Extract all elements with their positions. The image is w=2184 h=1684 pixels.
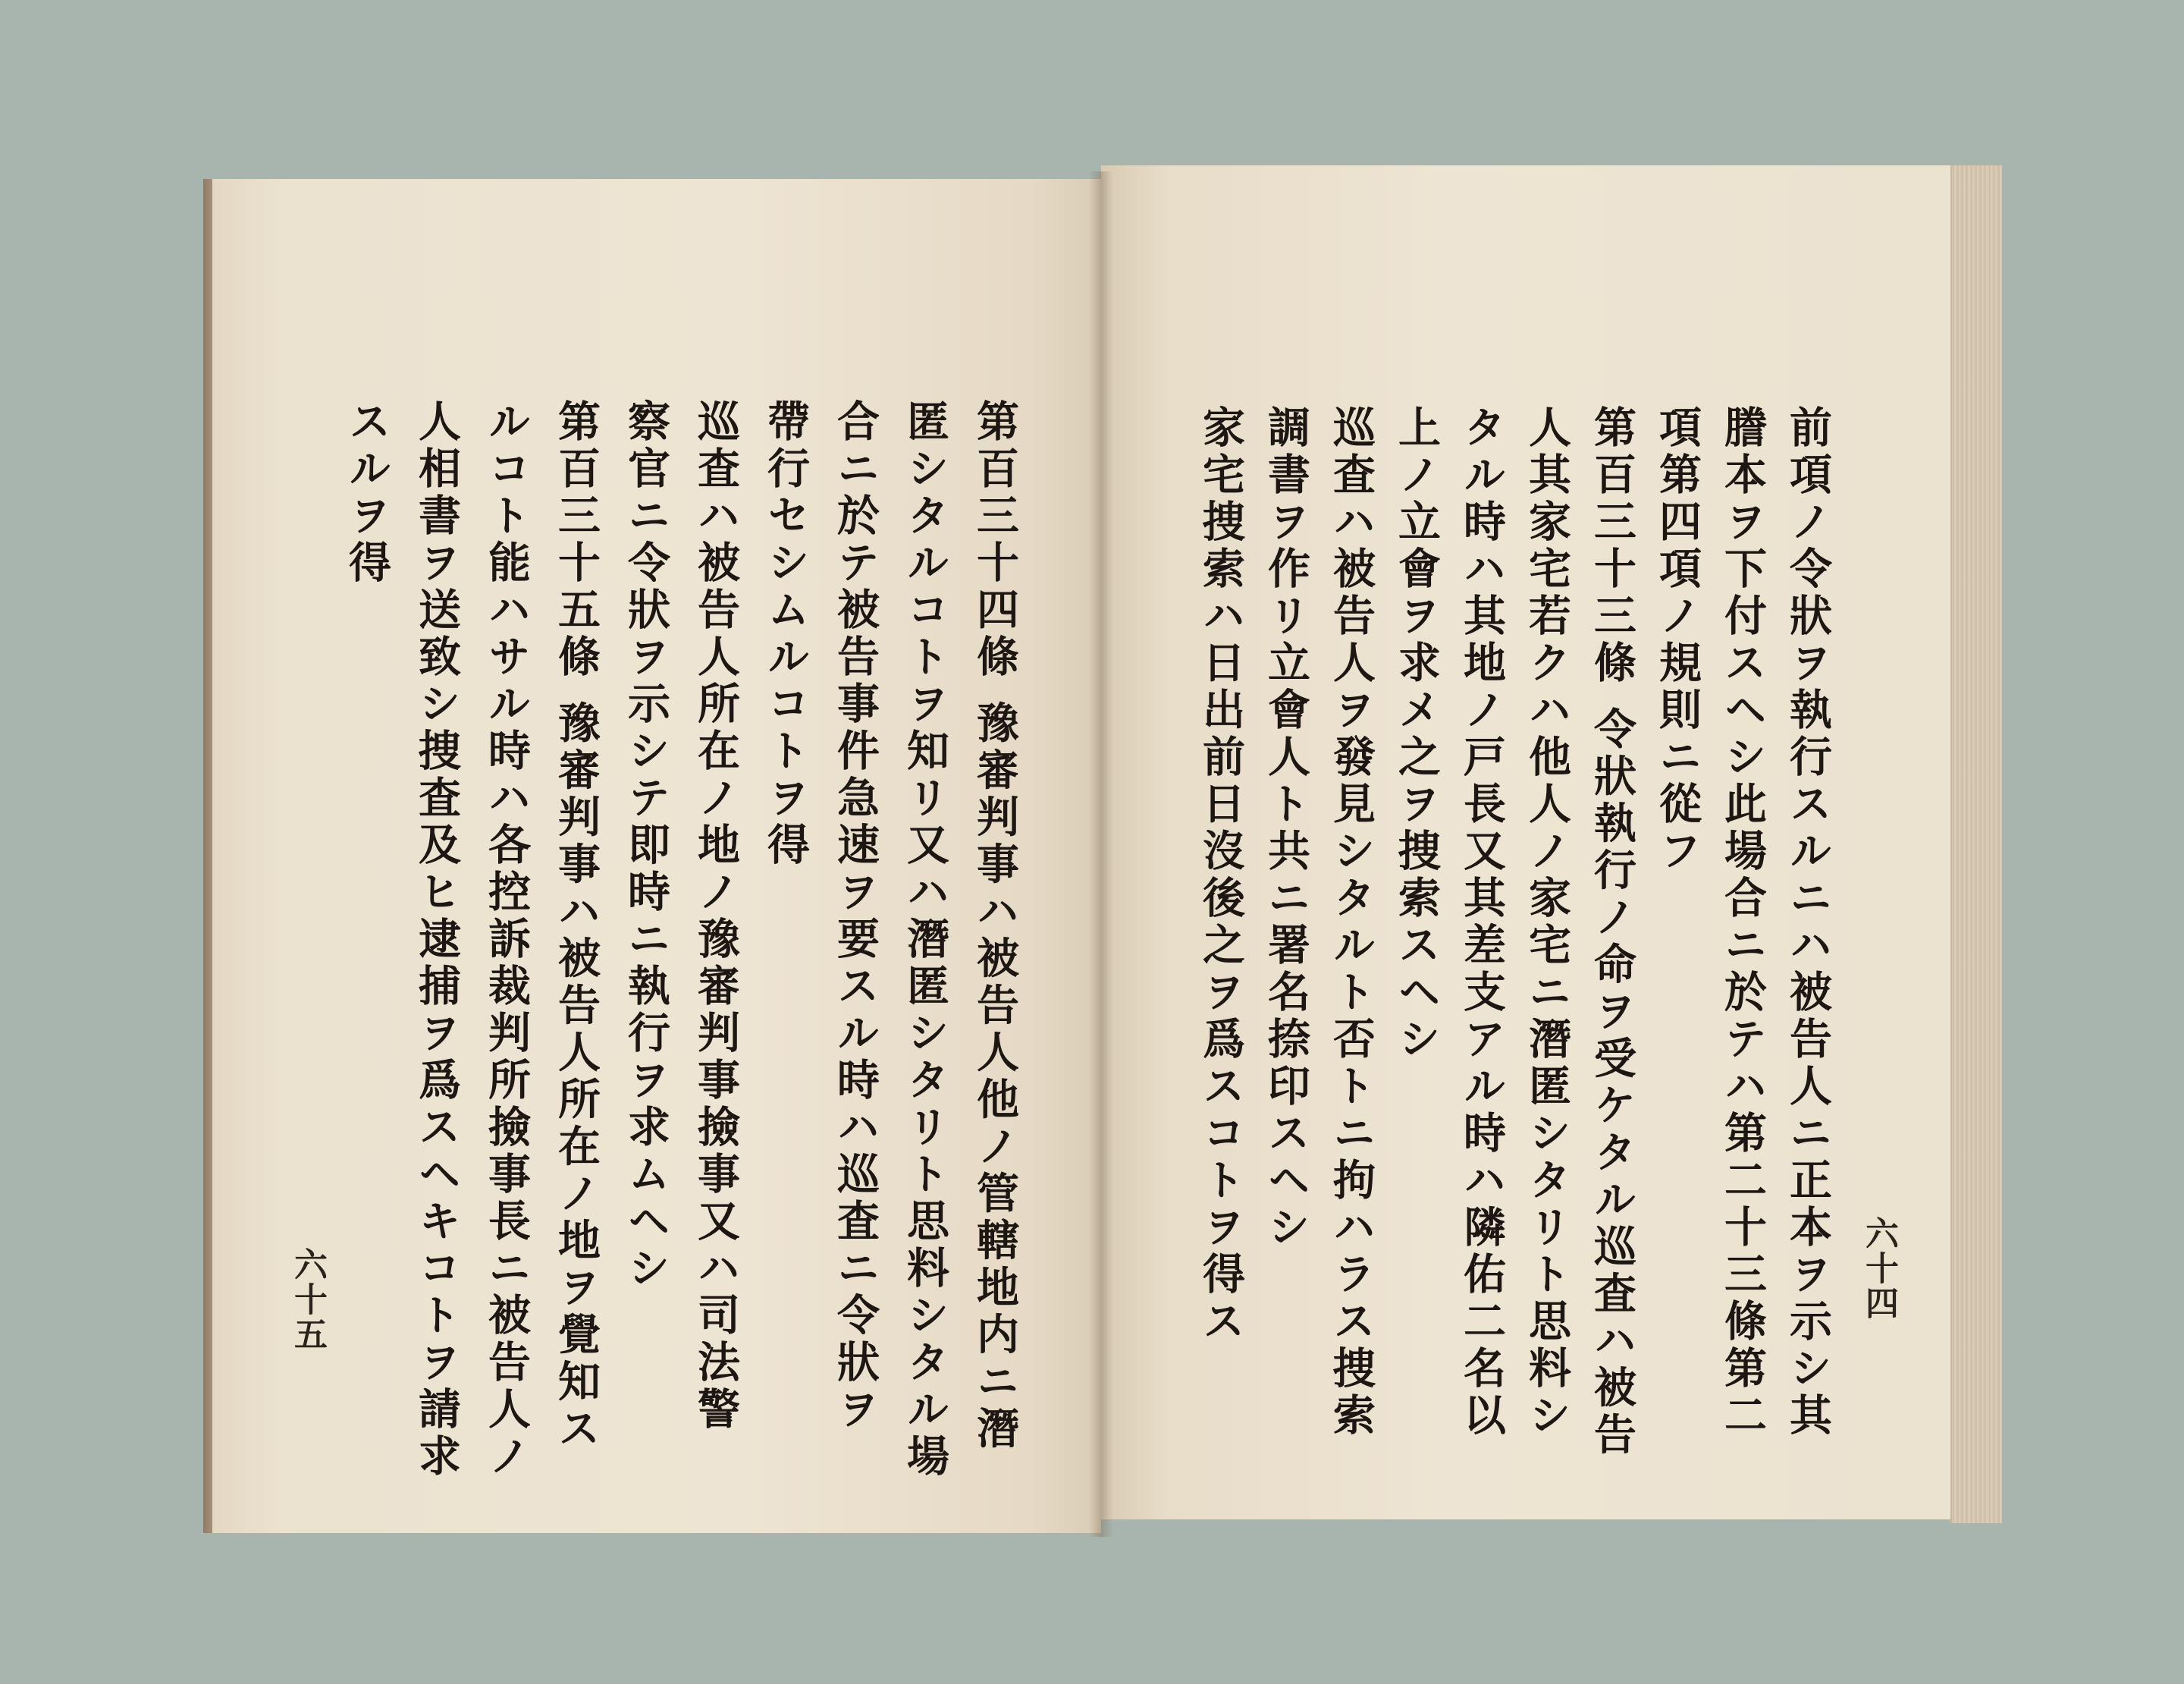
text-column: 人相書ヲ送致シ捜査及ヒ逮捕ヲ爲スヘキコトヲ請求 xyxy=(412,399,462,1481)
text-column: 合ニ於テ被告事件急速ヲ要スル時ハ巡査ニ令狀ヲ xyxy=(830,399,880,1434)
text-column: 家宅捜索ハ日出前日沒後之ヲ爲スコトヲ得ス xyxy=(1196,405,1246,1346)
text-column: 帶行セシムルコトヲ得 xyxy=(761,399,811,869)
text-column: 人其家宅若クハ他人ノ家宅ニ潛匿シタリト思料シ xyxy=(1522,405,1572,1440)
text-column: スルヲ得 xyxy=(342,399,392,587)
text-column: 巡査ハ被告人所在ノ地ノ豫審判事撿事又ハ司法警 xyxy=(691,399,741,1434)
left-page xyxy=(212,179,1101,1533)
page-number: 六十五 xyxy=(288,1247,327,1352)
text-column: ルコト能ハサル時ハ各控訴裁判所撿事長ニ被告人ノ xyxy=(482,399,532,1481)
text-column: 上ノ立會ヲ求メ之ヲ捜索スヘシ xyxy=(1392,405,1442,1063)
right-page-edge xyxy=(1950,165,2002,1523)
text-column: 第百三十五條 豫審判事ハ被告人所在ノ地ヲ覺知ス xyxy=(551,399,601,1453)
text-column: 第百三十三條 令狀執行ノ命ヲ受ケタル巡査ハ被告 xyxy=(1587,405,1637,1459)
text-column: 前項ノ令狀ヲ執行スルニハ被告人ニ正本ヲ示シ其 xyxy=(1783,405,1833,1440)
right-page xyxy=(1101,165,1950,1519)
text-column: 第百三十四條 豫審判事ハ被告人他ノ管轄地内ニ潛 xyxy=(970,399,1020,1453)
text-column: 調書ヲ作リ立會人ト共ニ署名捺印スヘシ xyxy=(1261,405,1311,1252)
text-column: 察官ニ令狀ヲ示シテ即時ニ執行ヲ求ムヘシ xyxy=(621,399,671,1293)
text-column: 謄本ヲ下付スヘシ此場合ニ於テハ第二十三條第二 xyxy=(1718,405,1768,1440)
book-gutter xyxy=(1089,171,1113,1537)
text-column: 匿シタルコトヲ知リ又ハ潛匿シタリト思料シタル場 xyxy=(900,399,950,1481)
text-column: 項第四項ノ規則ニ從フ xyxy=(1652,405,1702,875)
text-column: 巡査ハ被告人ヲ發見シタルト否トニ拘ハラス捜索 xyxy=(1326,405,1376,1440)
text-column: タル時ハ其地ノ戸長又其差支アル時ハ隣佑二名以 xyxy=(1457,405,1507,1440)
page-number: 六十四 xyxy=(1859,1216,1898,1321)
